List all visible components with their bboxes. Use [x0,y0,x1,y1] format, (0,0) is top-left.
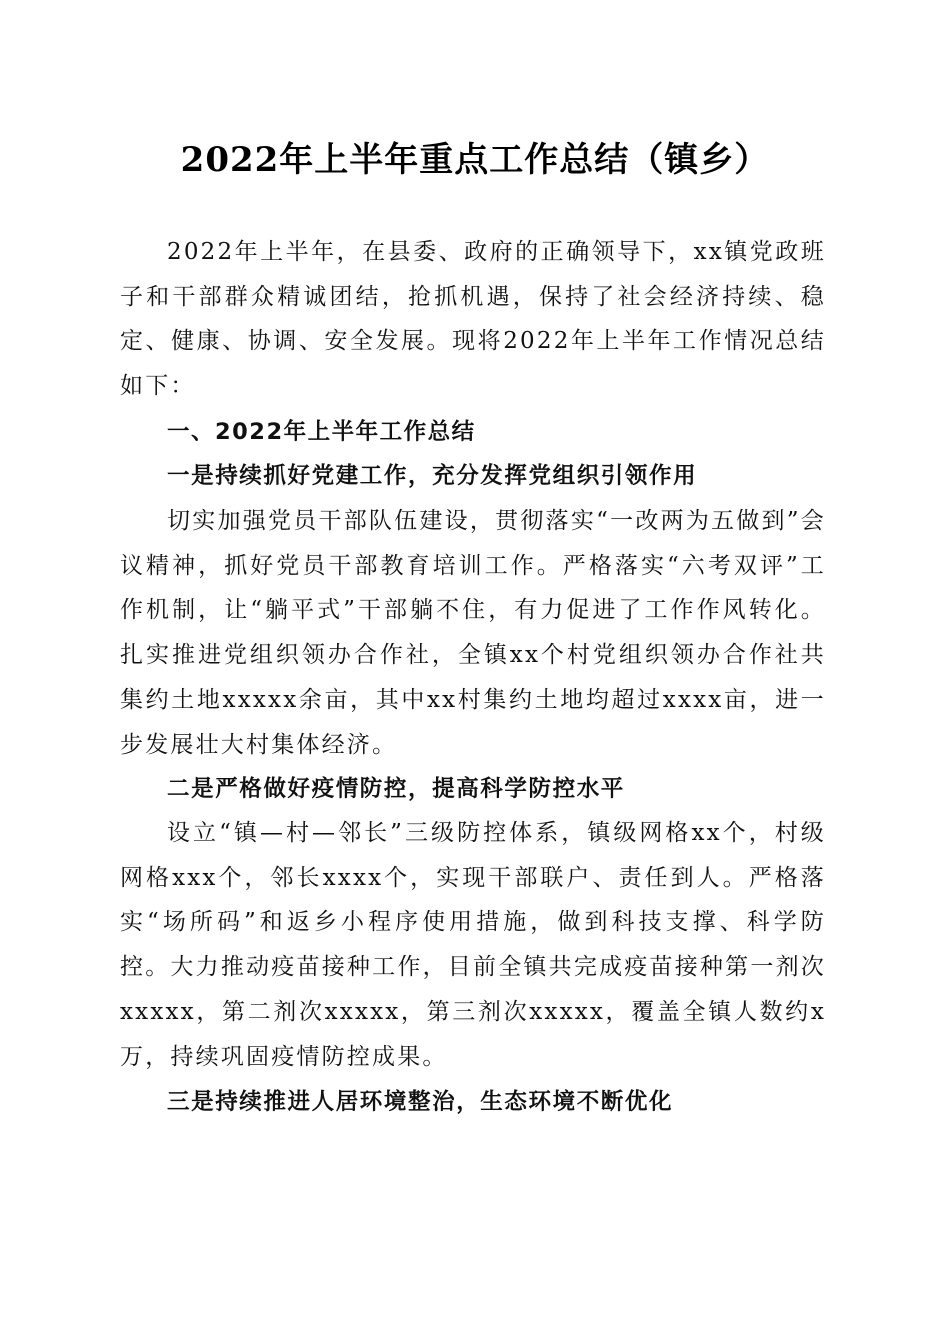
intro-paragraph: 2022年上半年，在县委、政府的正确领导下，xx镇党政班子和干部群众精诚团结，抢抓机遇，保持了社会经济持续、稳定、健康、协调、安全发展。现将2022年上半年工作情况总结如下： [120,239,826,400]
document-title: 2022年上半年重点工作总结（镇乡） [180,140,770,180]
item2-paragraph: 设立“镇—村—邻长”三级防控体系，镇级网格xx个，村级网格xxx个，邻长xxxx个，实现干部联户、责任到人。严格落实“场所码”和返乡小程序使用措施，做到科技支撑、科学防控。大力推动疫苗接种工作，目前全镇共完成疫苗接种第一剂次xxxxx，第二剂次xxxxx，第三剂次xxxxx，覆盖全镇人数约x万，持续巩固疫情防控成果。 [120,820,826,1070]
item3-heading: 三是持续推进人居环境整治，生态环境不断优化 [167,1089,674,1115]
item2-heading: 二是严格做好疫情防控，提高科学防控水平 [167,776,625,802]
item1-paragraph: 切实加强党员干部队伍建设，贯彻落实“一改两为五做到”会议精神，抓好党员干部教育培训工作。严格落实“六考双评”工作机制，让“躺平式”干部躺不住，有力促进了工作作风转化。扎实推进党组织领办合作社，全镇xx个村党组织领办合作社共集约土地xxxxx余亩，其中xx村集约土地均超过xxxx亩，进一步发展壮大村集体经济。 [120,508,826,758]
item1-heading: 一是持续抓好党建工作，充分发挥党组织引领作用 [167,463,698,489]
section-heading: 一、2022年上半年工作总结 [167,419,476,445]
